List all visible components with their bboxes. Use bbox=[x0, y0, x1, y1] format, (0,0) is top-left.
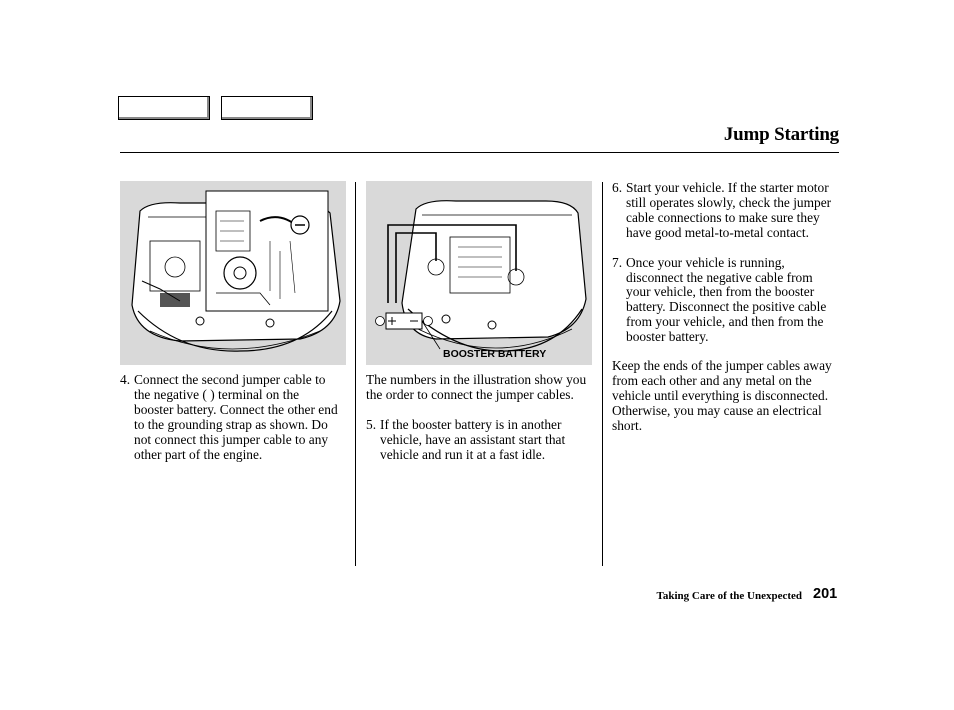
header-rule bbox=[120, 152, 839, 153]
nav-button-contents[interactable] bbox=[118, 96, 210, 120]
nav-button-index[interactable] bbox=[221, 96, 313, 120]
step-text: Connect the second jumper cable to the negative ( ) terminal on the booster battery. Connect the other end to the grounding strap as shown. Do not connect this jumper cable to any other part of the engine. bbox=[134, 372, 338, 462]
page-number: 201 bbox=[813, 586, 838, 602]
footer-section-name: Taking Care of the Unexpected bbox=[656, 590, 802, 602]
step-5 bbox=[366, 418, 598, 463]
warning-note: Keep the ends of the jumper cables away from each other and any metal on the vehicle until everything is disconnected. Otherwise, you may cause an electrical short. bbox=[612, 358, 832, 433]
step-text: If the booster battery is in another vehicle, have an assistant start that vehicle and run it at a fast idle. bbox=[380, 416, 566, 462]
step-number: 4. bbox=[120, 372, 131, 387]
intro-paragraph: The numbers in the illustration show you the order to connect the jumper cables. bbox=[366, 372, 587, 402]
middle-column bbox=[366, 373, 598, 463]
column-divider-1 bbox=[355, 182, 356, 566]
step-number: 6. bbox=[612, 180, 623, 195]
step-number: 5. bbox=[366, 416, 377, 432]
step-text: Once your vehicle is running, disconnect the negative cable from your vehicle, then from the booster battery. Disconnect the positive cable from your vehicle, and then from the booster battery. bbox=[626, 254, 827, 345]
booster-battery-illustration bbox=[366, 181, 592, 365]
step-text: Start your vehicle. If the starter motor still operates slowly, check the jumper cable connections to make sure they have good metal-to-metal contact. bbox=[626, 180, 832, 240]
booster-battery-label: BOOSTER BATTERY bbox=[443, 348, 547, 360]
engine-ground-illustration bbox=[120, 181, 346, 365]
step-4 bbox=[120, 373, 340, 462]
step-number: 7. bbox=[612, 254, 623, 270]
column-divider-2 bbox=[602, 182, 603, 566]
step-7 bbox=[612, 256, 840, 345]
page-title: Jump Starting bbox=[723, 124, 839, 145]
right-column bbox=[612, 181, 840, 434]
step-6 bbox=[612, 181, 840, 241]
left-column bbox=[120, 373, 340, 462]
